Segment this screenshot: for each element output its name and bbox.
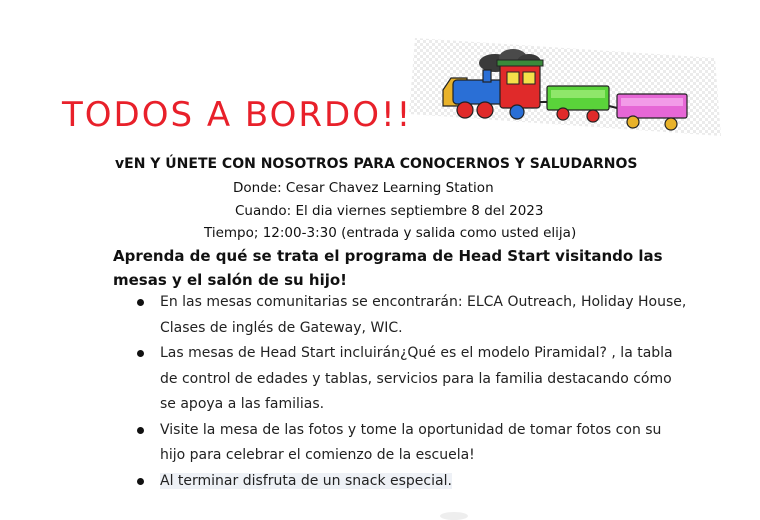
bullet-icon	[137, 350, 144, 357]
intro-paragraph: Aprenda de qué se trata el programa de Head Start visitando las mesas y el salón de su hijo!	[113, 247, 663, 289]
bullet-icon	[137, 478, 144, 485]
list-item	[130, 341, 690, 418]
train-illustration	[405, 28, 725, 140]
list-item	[130, 469, 690, 495]
decorative-mark	[440, 512, 468, 520]
list-item-text: Al terminar disfruta de un snack especial.	[160, 472, 452, 489]
list-item-text: Las mesas de Head Start incluirán¿Qué es el modelo Piramidal? , la tabla de control de edades y tablas, servicios para la familia destacando cómo se apoya a las familias.	[160, 345, 673, 412]
bullet-icon	[137, 427, 144, 434]
info-list	[130, 290, 690, 494]
bullet-icon	[137, 299, 144, 306]
list-item	[130, 290, 690, 341]
event-location: Donde: Cesar Chavez Learning Station	[233, 180, 494, 196]
event-time: Tiempo; 12:00-3:30 (entrada y salida como usted elija)	[204, 225, 577, 241]
invitation-heading: vEN Y ÚNETE CON NOSOTROS PARA CONOCERNOS Y SALUDARNOS	[115, 156, 638, 172]
page-title: TODOS A BORDO!!	[62, 95, 413, 135]
list-item-text: En las mesas comunitarias se encontrarán: ELCA Outreach, Holiday House, Clases de inglés de Gateway, WIC.	[160, 294, 687, 336]
list-item-text: Visite la mesa de las fotos y tome la oportunidad de tomar fotos con su hijo para celebrar el comienzo de la escuela!	[160, 421, 662, 463]
event-date: Cuando: El dia viernes septiembre 8 del 2023	[235, 203, 544, 219]
list-item	[130, 418, 690, 469]
